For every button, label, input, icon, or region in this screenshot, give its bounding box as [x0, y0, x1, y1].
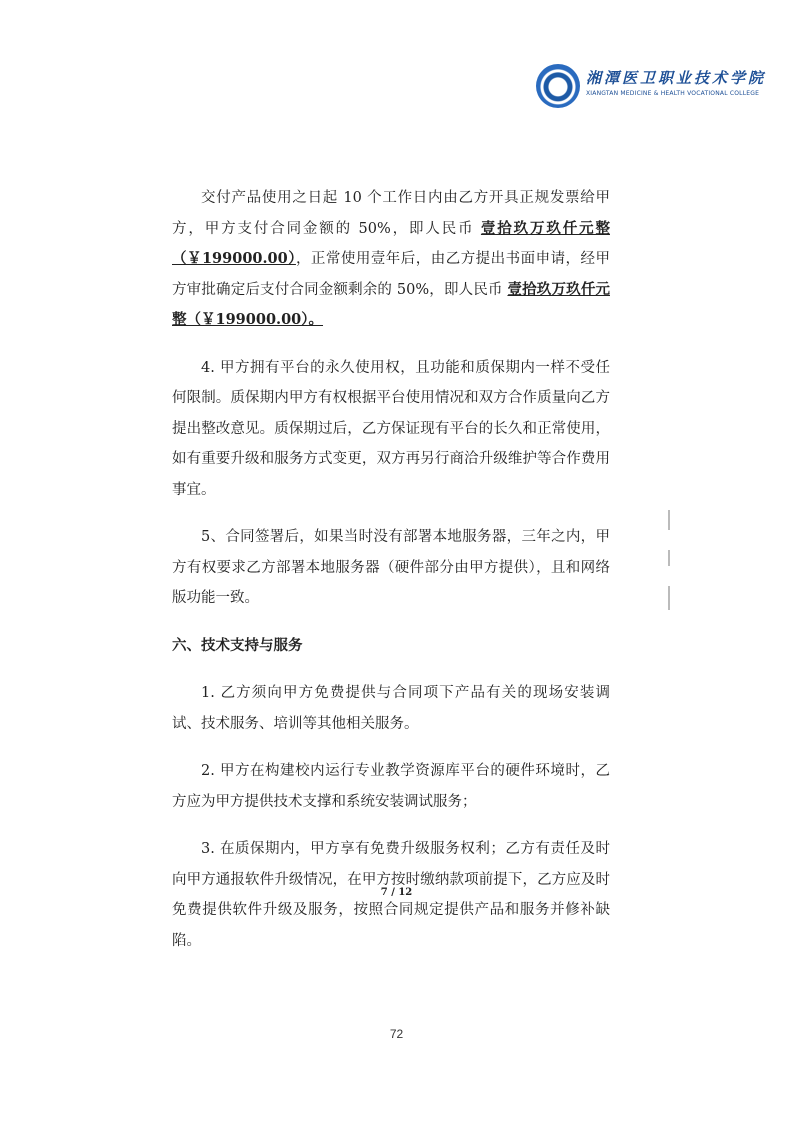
- binding-marks: [664, 510, 680, 620]
- payment-text-3: 。: [308, 311, 324, 328]
- footer-page-number: 72: [389, 1027, 404, 1041]
- service-item-3: 3. 在质保期内，甲方享有免费升级服务权利；乙方有责任及时向甲方通报软件升级情况，在甲方按时缴纳款项前提下，乙方应及时免费提供软件升级及服务，按照合同规定提供产品和服务并修补缺陷。: [172, 841, 610, 949]
- scan-page-number: 7 / 12: [380, 887, 413, 898]
- clause-4-paragraph: 4. 甲方拥有平台的永久使用权，且功能和质保期内一样不受任何限制。质保期内甲方有权根据平台使用情况和双方合作质量向乙方提出整改意见。质保期过后，乙方保证现有平台的长久和正常使用，如有重要升级和服务方式变更，双方再另行商洽升级维护等合作费用事宜。: [172, 359, 610, 498]
- logo-title: 湘潭医卫职业技术学院: [586, 69, 767, 87]
- payment-amount-2: 壹拾玖万玖仟元整（￥199000.00）: [172, 280, 610, 328]
- section-heading: 六、技术支持与服务: [172, 637, 303, 654]
- document-body: [172, 183, 610, 956]
- payment-paragraph: [172, 183, 610, 336]
- service-item-2: 2. 甲方在构建校内运行专业教学资源库平台的硬件环境时，乙方应为甲方提供技术支撑和系统安装调试服务；: [172, 763, 610, 810]
- binding-mark: [668, 586, 670, 610]
- binding-mark: [668, 550, 670, 566]
- service-item-1: 1. 乙方须向甲方免费提供与合同项下产品有关的现场安装调试、技术服务、培训等其他相关服务。: [172, 685, 610, 732]
- college-emblem-icon: [536, 64, 580, 108]
- payment-text-2: ，正常使用壹年后，由乙方提出书面申请，经甲方审批确定后支付合同金额剩余的 50%，即人民币: [172, 251, 611, 298]
- logo-subtitle: XIANGTAN MEDICINE & HEALTH VOCATIONAL COLLEGE: [586, 90, 760, 97]
- college-logo: [536, 64, 767, 110]
- payment-text-1: 交付产品使用之日起 10 个工作日内由乙方开具正规发票给甲方，甲方支付合同金额的 50%，即人民币: [172, 190, 610, 237]
- payment-amount-1: 壹拾玖万玖仟元整（￥199000.00）: [172, 219, 610, 267]
- clause-5-paragraph: 5、合同签署后，如果当时没有部署本地服务器，三年之内，甲方有权要求乙方部署本地服务器（硬件部分由甲方提供），且和网络版功能一致。: [172, 529, 610, 606]
- binding-mark: [668, 510, 670, 530]
